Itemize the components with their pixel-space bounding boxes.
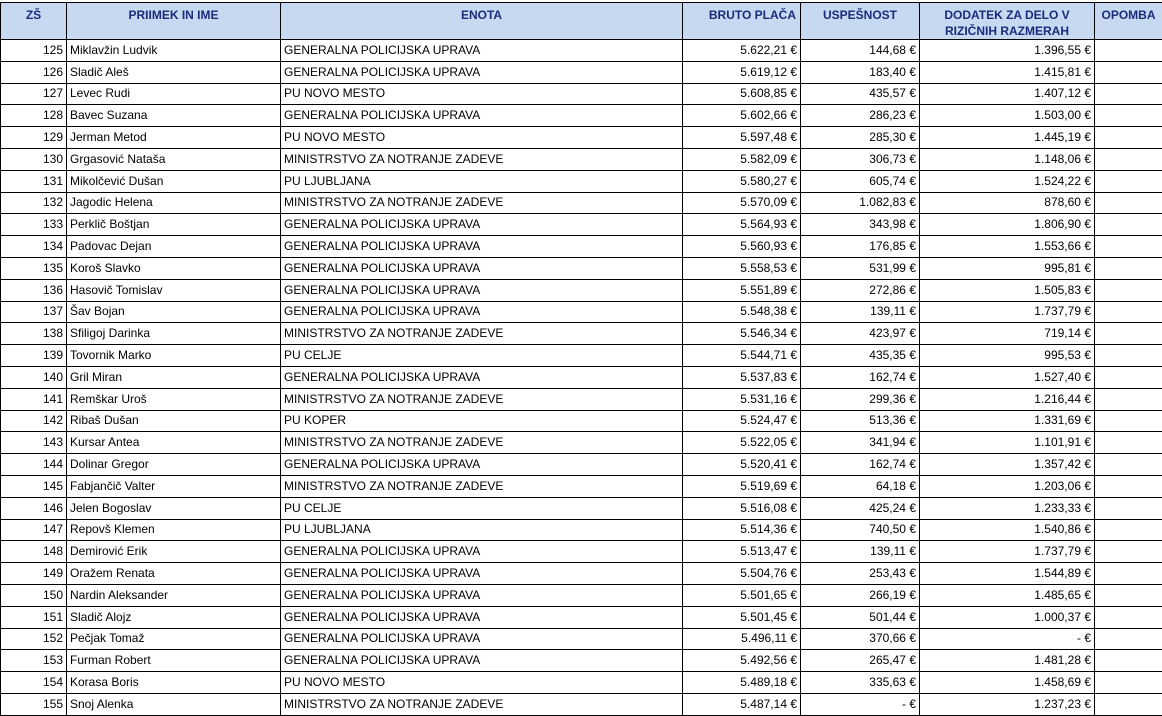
cell-dodatek: 1.481,28 € <box>920 650 1095 672</box>
cell-name: Demirović Erik <box>67 541 281 563</box>
cell-opomba <box>1095 40 1162 62</box>
table-row <box>1 40 1162 62</box>
table-body <box>1 40 1162 716</box>
cell-zs: 131 <box>1 170 67 192</box>
cell-bruto: 5.492,56 € <box>683 650 801 672</box>
cell-name: Nardin Aleksander <box>67 584 281 606</box>
cell-zs: 145 <box>1 475 67 497</box>
cell-uspesnost: 64,18 € <box>801 475 920 497</box>
table-row <box>1 192 1162 214</box>
cell-opomba <box>1095 454 1162 476</box>
table-row <box>1 454 1162 476</box>
cell-bruto: 5.504,76 € <box>683 563 801 585</box>
cell-unit: GENERALNA POLICIJSKA UPRAVA <box>281 650 683 672</box>
cell-bruto: 5.602,66 € <box>683 105 801 127</box>
cell-opomba <box>1095 606 1162 628</box>
cell-opomba <box>1095 693 1162 715</box>
cell-dodatek: 1.357,42 € <box>920 454 1095 476</box>
cell-uspesnost: 139,11 € <box>801 301 920 323</box>
cell-opomba <box>1095 388 1162 410</box>
cell-dodatek: 1.101,91 € <box>920 432 1095 454</box>
cell-unit: GENERALNA POLICIJSKA UPRAVA <box>281 366 683 388</box>
cell-name: Levec Rudi <box>67 83 281 105</box>
cell-name: Miklavžin Ludvik <box>67 40 281 62</box>
cell-dodatek: 1.485,65 € <box>920 584 1095 606</box>
cell-opomba <box>1095 345 1162 367</box>
cell-zs: 144 <box>1 454 67 476</box>
cell-name: Sfiligoj Darinka <box>67 323 281 345</box>
cell-dodatek: 1.396,55 € <box>920 40 1095 62</box>
cell-uspesnost: 343,98 € <box>801 214 920 236</box>
header-dodatek-line1: DODATEK ZA DELO V <box>944 8 1069 22</box>
cell-unit: GENERALNA POLICIJSKA UPRAVA <box>281 563 683 585</box>
cell-uspesnost: 740,50 € <box>801 519 920 541</box>
cell-unit: MINISTRSTVO ZA NOTRANJE ZADEVE <box>281 192 683 214</box>
cell-unit: PU LJUBLJANA <box>281 519 683 541</box>
cell-uspesnost: 605,74 € <box>801 170 920 192</box>
cell-uspesnost: 435,57 € <box>801 83 920 105</box>
cell-name: Gril Miran <box>67 366 281 388</box>
cell-zs: 142 <box>1 410 67 432</box>
cell-uspesnost: 272,86 € <box>801 279 920 301</box>
cell-zs: 155 <box>1 693 67 715</box>
cell-opomba <box>1095 105 1162 127</box>
table-row <box>1 563 1162 585</box>
table-row <box>1 410 1162 432</box>
cell-opomba <box>1095 214 1162 236</box>
cell-zs: 153 <box>1 650 67 672</box>
cell-uspesnost: 286,23 € <box>801 105 920 127</box>
cell-unit: GENERALNA POLICIJSKA UPRAVA <box>281 105 683 127</box>
cell-unit: PU CELJE <box>281 345 683 367</box>
cell-unit: PU LJUBLJANA <box>281 170 683 192</box>
cell-uspesnost: 341,94 € <box>801 432 920 454</box>
cell-uspesnost: 370,66 € <box>801 628 920 650</box>
cell-dodatek: 1.806,90 € <box>920 214 1095 236</box>
cell-opomba <box>1095 432 1162 454</box>
cell-dodatek: 878,60 € <box>920 192 1095 214</box>
table-row <box>1 584 1162 606</box>
cell-name: Snoj Alenka <box>67 693 281 715</box>
table-row <box>1 519 1162 541</box>
cell-name: Sladič Alojz <box>67 606 281 628</box>
cell-dodatek: 1.503,00 € <box>920 105 1095 127</box>
cell-dodatek: 1.540,86 € <box>920 519 1095 541</box>
header-bruto: BRUTO PLAČA <box>683 3 801 40</box>
cell-uspesnost: 266,19 € <box>801 584 920 606</box>
cell-zs: 148 <box>1 541 67 563</box>
cell-uspesnost: 425,24 € <box>801 497 920 519</box>
cell-opomba <box>1095 366 1162 388</box>
cell-dodatek: 1.415,81 € <box>920 61 1095 83</box>
cell-bruto: 5.544,71 € <box>683 345 801 367</box>
cell-opomba <box>1095 127 1162 149</box>
table-row <box>1 628 1162 650</box>
cell-dodatek: 1.203,06 € <box>920 475 1095 497</box>
header-zs: ZŠ <box>1 3 67 40</box>
cell-unit: MINISTRSTVO ZA NOTRANJE ZADEVE <box>281 148 683 170</box>
cell-bruto: 5.551,89 € <box>683 279 801 301</box>
cell-name: Furman Robert <box>67 650 281 672</box>
cell-zs: 126 <box>1 61 67 83</box>
cell-bruto: 5.514,36 € <box>683 519 801 541</box>
cell-name: Sladič Aleš <box>67 61 281 83</box>
table-row <box>1 366 1162 388</box>
cell-opomba <box>1095 192 1162 214</box>
cell-unit: MINISTRSTVO ZA NOTRANJE ZADEVE <box>281 323 683 345</box>
cell-dodatek: 1.216,44 € <box>920 388 1095 410</box>
cell-opomba <box>1095 628 1162 650</box>
cell-zs: 154 <box>1 672 67 694</box>
cell-uspesnost: 139,11 € <box>801 541 920 563</box>
cell-bruto: 5.580,27 € <box>683 170 801 192</box>
cell-zs: 125 <box>1 40 67 62</box>
table-row <box>1 301 1162 323</box>
cell-unit: GENERALNA POLICIJSKA UPRAVA <box>281 606 683 628</box>
cell-bruto: 5.608,85 € <box>683 83 801 105</box>
cell-dodatek: 995,81 € <box>920 257 1095 279</box>
cell-dodatek: 1.524,22 € <box>920 170 1095 192</box>
cell-zs: 138 <box>1 323 67 345</box>
cell-opomba <box>1095 410 1162 432</box>
cell-name: Kursar Antea <box>67 432 281 454</box>
cell-uspesnost: 265,47 € <box>801 650 920 672</box>
cell-name: Perklič Boštjan <box>67 214 281 236</box>
cell-name: Mikolčević Dušan <box>67 170 281 192</box>
cell-bruto: 5.522,05 € <box>683 432 801 454</box>
cell-bruto: 5.513,47 € <box>683 541 801 563</box>
table-row <box>1 432 1162 454</box>
header-row <box>1 3 1162 40</box>
cell-dodatek: 1.544,89 € <box>920 563 1095 585</box>
cell-dodatek: 719,14 € <box>920 323 1095 345</box>
cell-dodatek: 1.553,66 € <box>920 236 1095 258</box>
header-name: PRIIMEK IN IME <box>67 3 281 40</box>
cell-opomba <box>1095 475 1162 497</box>
cell-zs: 133 <box>1 214 67 236</box>
cell-bruto: 5.519,69 € <box>683 475 801 497</box>
cell-zs: 152 <box>1 628 67 650</box>
cell-name: Bavec Suzana <box>67 105 281 127</box>
cell-bruto: 5.537,83 € <box>683 366 801 388</box>
cell-name: Fabjančič Valter <box>67 475 281 497</box>
cell-opomba <box>1095 236 1162 258</box>
cell-bruto: 5.548,38 € <box>683 301 801 323</box>
cell-bruto: 5.622,21 € <box>683 40 801 62</box>
cell-name: Padovac Dejan <box>67 236 281 258</box>
table-row <box>1 323 1162 345</box>
cell-name: Remškar Uroš <box>67 388 281 410</box>
cell-bruto: 5.564,93 € <box>683 214 801 236</box>
cell-opomba <box>1095 170 1162 192</box>
cell-name: Jerman Metod <box>67 127 281 149</box>
cell-dodatek: 1.505,83 € <box>920 279 1095 301</box>
cell-unit: MINISTRSTVO ZA NOTRANJE ZADEVE <box>281 388 683 410</box>
table-row <box>1 541 1162 563</box>
cell-name: Repovš Klemen <box>67 519 281 541</box>
cell-unit: PU NOVO MESTO <box>281 672 683 694</box>
cell-uspesnost: 176,85 € <box>801 236 920 258</box>
cell-opomba <box>1095 672 1162 694</box>
table-row <box>1 388 1162 410</box>
cell-name: Hasovič Tomislav <box>67 279 281 301</box>
table-row <box>1 672 1162 694</box>
cell-zs: 141 <box>1 388 67 410</box>
cell-unit: GENERALNA POLICIJSKA UPRAVA <box>281 236 683 258</box>
cell-zs: 127 <box>1 83 67 105</box>
cell-zs: 150 <box>1 584 67 606</box>
header-dodatek <box>920 3 1095 40</box>
cell-bruto: 5.501,45 € <box>683 606 801 628</box>
cell-bruto: 5.524,47 € <box>683 410 801 432</box>
cell-unit: PU NOVO MESTO <box>281 83 683 105</box>
cell-bruto: 5.560,93 € <box>683 236 801 258</box>
cell-dodatek: 995,53 € <box>920 345 1095 367</box>
cell-unit: GENERALNA POLICIJSKA UPRAVA <box>281 584 683 606</box>
cell-dodatek: 1.233,33 € <box>920 497 1095 519</box>
cell-opomba <box>1095 148 1162 170</box>
cell-unit: GENERALNA POLICIJSKA UPRAVA <box>281 301 683 323</box>
cell-name: Pečjak Tomaž <box>67 628 281 650</box>
cell-opomba <box>1095 563 1162 585</box>
cell-zs: 146 <box>1 497 67 519</box>
cell-unit: GENERALNA POLICIJSKA UPRAVA <box>281 257 683 279</box>
cell-bruto: 5.570,09 € <box>683 192 801 214</box>
cell-zs: 132 <box>1 192 67 214</box>
cell-opomba <box>1095 650 1162 672</box>
cell-uspesnost: 1.082,83 € <box>801 192 920 214</box>
table-row <box>1 650 1162 672</box>
table-row <box>1 83 1162 105</box>
cell-name: Grgasović Nataša <box>67 148 281 170</box>
cell-bruto: 5.619,12 € <box>683 61 801 83</box>
cell-opomba <box>1095 301 1162 323</box>
cell-dodatek: 1.000,37 € <box>920 606 1095 628</box>
cell-unit: GENERALNA POLICIJSKA UPRAVA <box>281 214 683 236</box>
cell-zs: 135 <box>1 257 67 279</box>
cell-name: Šav Bojan <box>67 301 281 323</box>
cell-zs: 147 <box>1 519 67 541</box>
table-row <box>1 61 1162 83</box>
table-row <box>1 497 1162 519</box>
cell-zs: 128 <box>1 105 67 127</box>
table-row <box>1 214 1162 236</box>
cell-uspesnost: 162,74 € <box>801 366 920 388</box>
cell-zs: 134 <box>1 236 67 258</box>
cell-opomba <box>1095 61 1162 83</box>
cell-dodatek: 1.458,69 € <box>920 672 1095 694</box>
cell-uspesnost: 335,63 € <box>801 672 920 694</box>
cell-unit: GENERALNA POLICIJSKA UPRAVA <box>281 454 683 476</box>
cell-uspesnost: 253,43 € <box>801 563 920 585</box>
cell-dodatek: 1.737,79 € <box>920 301 1095 323</box>
cell-unit: GENERALNA POLICIJSKA UPRAVA <box>281 279 683 301</box>
cell-bruto: 5.516,08 € <box>683 497 801 519</box>
header-unit: ENOTA <box>281 3 683 40</box>
cell-zs: 137 <box>1 301 67 323</box>
cell-zs: 151 <box>1 606 67 628</box>
cell-uspesnost: 299,36 € <box>801 388 920 410</box>
cell-zs: 136 <box>1 279 67 301</box>
cell-uspesnost: 531,99 € <box>801 257 920 279</box>
cell-unit: GENERALNA POLICIJSKA UPRAVA <box>281 40 683 62</box>
cell-dodatek: 1.407,12 € <box>920 83 1095 105</box>
cell-unit: GENERALNA POLICIJSKA UPRAVA <box>281 541 683 563</box>
cell-dodatek: 1.527,40 € <box>920 366 1095 388</box>
cell-bruto: 5.501,65 € <box>683 584 801 606</box>
table-row <box>1 257 1162 279</box>
cell-bruto: 5.487,14 € <box>683 693 801 715</box>
cell-opomba <box>1095 541 1162 563</box>
cell-dodatek: 1.237,23 € <box>920 693 1095 715</box>
cell-opomba <box>1095 497 1162 519</box>
cell-opomba <box>1095 279 1162 301</box>
cell-dodatek: 1.445,19 € <box>920 127 1095 149</box>
cell-uspesnost: 423,97 € <box>801 323 920 345</box>
cell-opomba <box>1095 257 1162 279</box>
table-row <box>1 236 1162 258</box>
table-row <box>1 345 1162 367</box>
cell-uspesnost: 513,36 € <box>801 410 920 432</box>
table-row <box>1 606 1162 628</box>
cell-unit: GENERALNA POLICIJSKA UPRAVA <box>281 61 683 83</box>
header-dodatek-line2: RIZIČNIH RAZMERAH <box>945 24 1069 38</box>
cell-unit: MINISTRSTVO ZA NOTRANJE ZADEVE <box>281 475 683 497</box>
cell-unit: GENERALNA POLICIJSKA UPRAVA <box>281 628 683 650</box>
cell-uspesnost: 162,74 € <box>801 454 920 476</box>
cell-bruto: 5.496,11 € <box>683 628 801 650</box>
cell-zs: 149 <box>1 563 67 585</box>
cell-bruto: 5.489,18 € <box>683 672 801 694</box>
cell-uspesnost: - € <box>801 693 920 715</box>
cell-opomba <box>1095 519 1162 541</box>
cell-bruto: 5.582,09 € <box>683 148 801 170</box>
cell-dodatek: - € <box>920 628 1095 650</box>
cell-zs: 130 <box>1 148 67 170</box>
cell-dodatek: 1.737,79 € <box>920 541 1095 563</box>
table-row <box>1 127 1162 149</box>
table-row <box>1 475 1162 497</box>
cell-name: Jelen Bogoslav <box>67 497 281 519</box>
table-header <box>1 3 1162 40</box>
cell-name: Oražem Renata <box>67 563 281 585</box>
cell-name: Tovornik Marko <box>67 345 281 367</box>
cell-name: Jagodic Helena <box>67 192 281 214</box>
cell-zs: 129 <box>1 127 67 149</box>
cell-bruto: 5.597,48 € <box>683 127 801 149</box>
salary-table <box>0 2 1162 716</box>
cell-uspesnost: 306,73 € <box>801 148 920 170</box>
cell-bruto: 5.520,41 € <box>683 454 801 476</box>
cell-zs: 139 <box>1 345 67 367</box>
cell-name: Dolinar Gregor <box>67 454 281 476</box>
cell-uspesnost: 144,68 € <box>801 40 920 62</box>
cell-name: Koroš Slavko <box>67 257 281 279</box>
table-row <box>1 170 1162 192</box>
cell-opomba <box>1095 584 1162 606</box>
cell-unit: MINISTRSTVO ZA NOTRANJE ZADEVE <box>281 693 683 715</box>
cell-opomba <box>1095 83 1162 105</box>
cell-opomba <box>1095 323 1162 345</box>
cell-name: Korasa Boris <box>67 672 281 694</box>
cell-bruto: 5.546,34 € <box>683 323 801 345</box>
table-row <box>1 105 1162 127</box>
cell-zs: 140 <box>1 366 67 388</box>
table-row <box>1 693 1162 715</box>
cell-unit: PU KOPER <box>281 410 683 432</box>
cell-unit: MINISTRSTVO ZA NOTRANJE ZADEVE <box>281 432 683 454</box>
cell-uspesnost: 501,44 € <box>801 606 920 628</box>
table-row <box>1 279 1162 301</box>
cell-uspesnost: 435,35 € <box>801 345 920 367</box>
cell-unit: PU NOVO MESTO <box>281 127 683 149</box>
cell-uspesnost: 183,40 € <box>801 61 920 83</box>
table-row <box>1 148 1162 170</box>
cell-dodatek: 1.331,69 € <box>920 410 1095 432</box>
header-opomba: OPOMBA <box>1095 3 1162 40</box>
cell-uspesnost: 285,30 € <box>801 127 920 149</box>
cell-dodatek: 1.148,06 € <box>920 148 1095 170</box>
cell-bruto: 5.558,53 € <box>683 257 801 279</box>
cell-name: Ribaš Dušan <box>67 410 281 432</box>
cell-bruto: 5.531,16 € <box>683 388 801 410</box>
cell-zs: 143 <box>1 432 67 454</box>
header-uspesnost: USPEŠNOST <box>801 3 920 40</box>
cell-unit: PU CELJE <box>281 497 683 519</box>
